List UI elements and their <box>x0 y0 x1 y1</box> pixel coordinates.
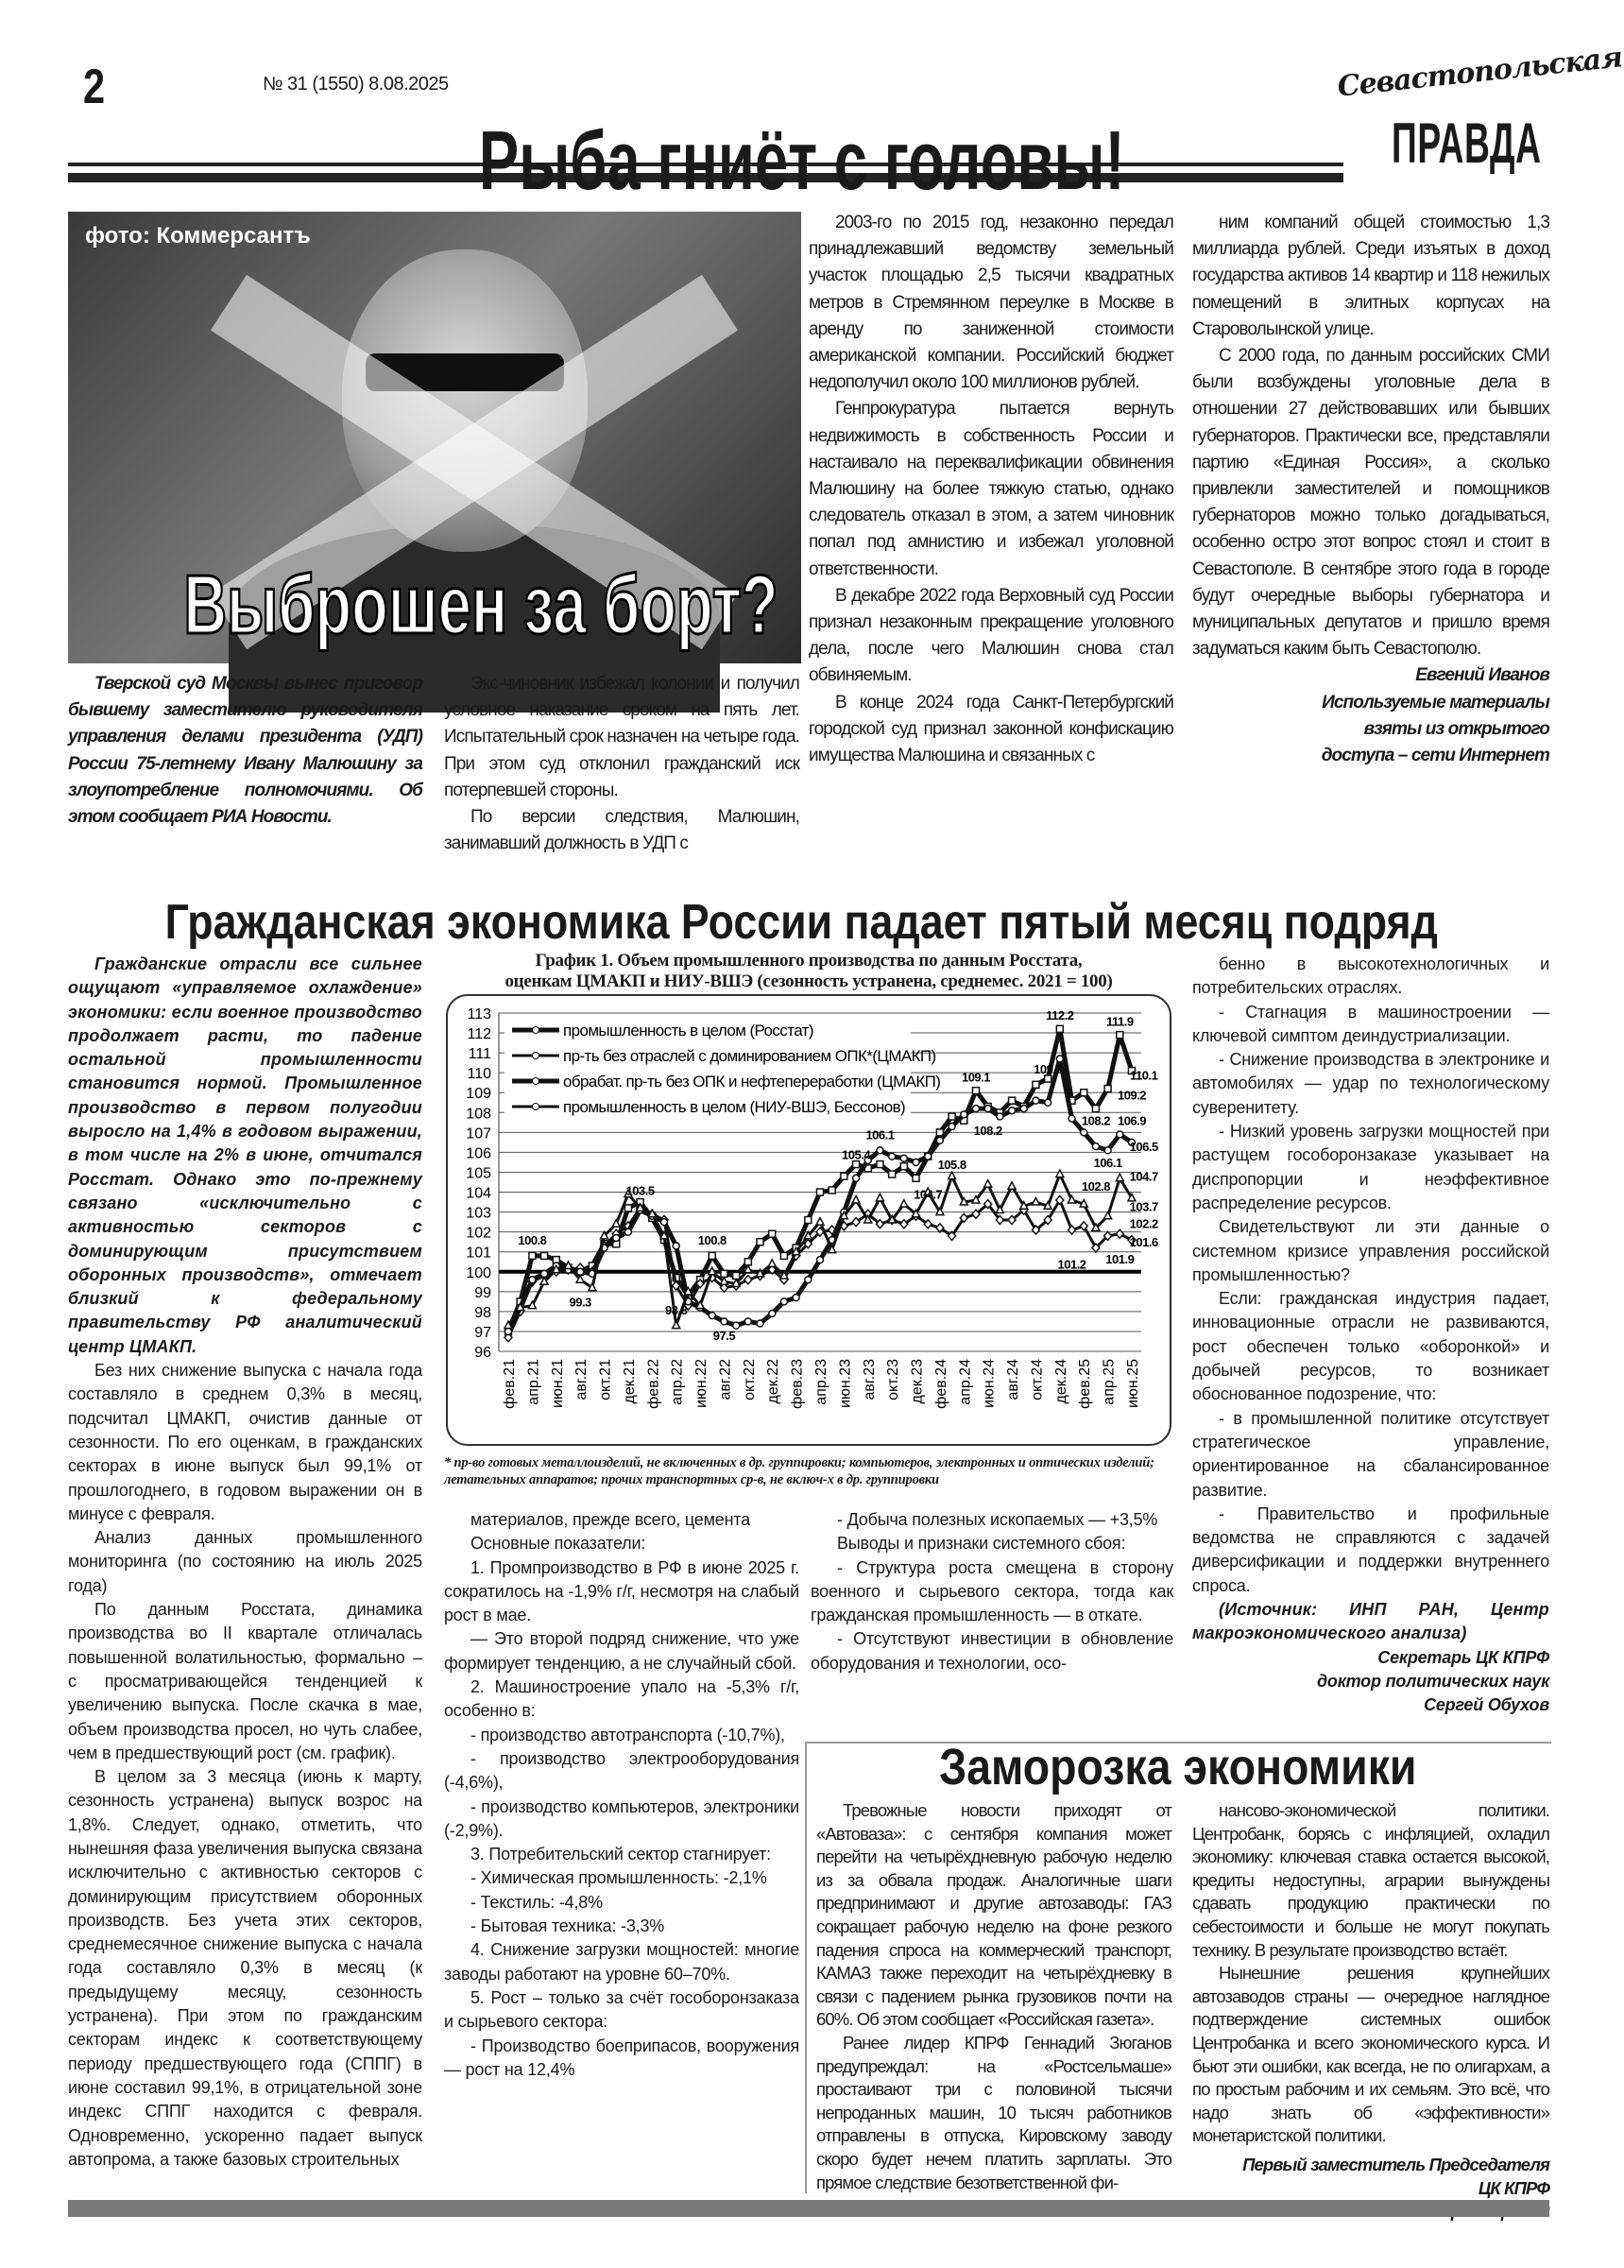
data-point-square <box>709 1252 715 1259</box>
data-point-circle <box>505 1328 512 1334</box>
data-point-circle <box>900 1155 907 1161</box>
data-point-square <box>1081 1090 1087 1096</box>
signature-line: Евгений Иванов <box>1415 665 1549 686</box>
y-tick-label: 106 <box>466 1145 491 1162</box>
signature-line: Секретарь ЦК КПРФ <box>1377 1647 1549 1667</box>
x-tick-label: фев.24 <box>932 1359 949 1409</box>
data-point-circle <box>757 1320 763 1327</box>
x-tick-label: июн.25 <box>1125 1359 1141 1409</box>
signature-line: Сергей Обухов <box>1424 1695 1549 1715</box>
article3-column-1 <box>816 1799 1171 2194</box>
data-point-square <box>780 1252 787 1259</box>
data-point-circle <box>1081 1129 1087 1136</box>
data-point-square <box>769 1230 776 1237</box>
data-point-circle <box>733 1322 740 1329</box>
data-point-square <box>1117 1032 1123 1039</box>
data-label: 97.5 <box>712 1329 736 1344</box>
chart-plot <box>444 992 1173 1448</box>
paragraph: - производство электрооборудования (-4,6%), <box>444 1748 799 1793</box>
y-tick-label: 101 <box>466 1245 491 1262</box>
x-tick-label: фев.21 <box>502 1359 518 1409</box>
article1-column-3 <box>809 210 1173 883</box>
data-point-circle <box>1056 1056 1063 1062</box>
data-point-square <box>541 1252 548 1259</box>
paragraph: - Бытовая техника: -3,3% <box>470 1916 665 1936</box>
paragraph: В конце 2024 года Санкт-Петербургский городской суд признал законной конфискацию имущества Малюшина и связанных с <box>809 692 1173 766</box>
data-point-square <box>805 1217 812 1224</box>
data-point-circle <box>1068 1115 1075 1122</box>
paragraph: - в промышленной политике отсутствует стратегическое управление, ориентированное на сбалансированное развитие. <box>1192 1408 1549 1500</box>
paragraph: В целом за 3 месяца (июнь к марту, сезонность устранена) выпуск возрос на 1,8%. Следует, однако, отметить, что нынешняя фаза увеличения выпуска связана исключительно с активностью секторов с доминирующим присутствием оборонных производств. Без учета этих секторов, среднемесячное снижение выпуска с начала года составляло 0,3% в месяц (к предыдущему месяцу, сезонность устранена). При этом по гражданским секторам индекс к соответствующему периоду предшествующего года (СППГ) в июне составил 99,1%, в отрицательной зоне индекс СППГ находится с февраля. Одновременно, ускоренно падает выпуск автопрома, а также базовых строительных <box>68 1767 422 2169</box>
article2-headline <box>0 895 1603 950</box>
data-point-square <box>624 1205 631 1211</box>
legend-label: пр-ть без отраслей с доминированием ОПК*(ЦМАКП) <box>563 1047 936 1065</box>
page-number: 2 <box>83 60 106 114</box>
article2-lead <box>68 953 422 1359</box>
industrial-production-chart <box>444 951 1173 1506</box>
data-point-circle <box>925 1153 932 1160</box>
headline-text: Заморозка экономики <box>939 1739 1417 1796</box>
paragraph: - производство компьютеров, электроники (-2,9%). <box>444 1796 799 1840</box>
data-label: 102.8 <box>1081 1179 1110 1194</box>
paragraph: - Правительство и профильные ведомства не справляются с задачей диверсификации и поддержки внутреннего спроса. <box>1192 1503 1549 1595</box>
legend-marker <box>533 1078 539 1085</box>
paragraph: 2. Машиностроение упало на -5,3% г/г, особенно в: <box>444 1677 799 1721</box>
x-tick-label: окт.23 <box>885 1359 902 1400</box>
data-label: 100.8 <box>518 1233 547 1248</box>
x-tick-label: дек.23 <box>909 1359 926 1404</box>
paragraph: нансово-экономической политики. Центробанк, борясь с инфляцией, охладил экономику: ключевая ставка остается высокой, кредиты недоступны, аграрии вынуждены сдавать продукцию практически по себестоимости и больше не могут покупать технику. В результате производство встаёт. <box>1192 1800 1549 1960</box>
paragraph: (Источник: ИНП РАН, Центр макроэкономического анализа) <box>1192 1600 1549 1643</box>
x-tick-label: дек.24 <box>1052 1359 1069 1404</box>
chart-footnote: * пр-во готовых металлоизделий, не включенных в др. группировки; компьютеров, электронных и оптических изделий; летательных аппаратов; прочих транспортных ср-в, не включ-х в др. группировки <box>444 1455 1154 1487</box>
article2-col4-body <box>1192 953 1549 1598</box>
data-point-square <box>853 1161 860 1168</box>
data-label: 105.8 <box>937 1158 966 1173</box>
data-label: 104.7 <box>914 1187 943 1202</box>
article1-signature <box>1192 662 1549 769</box>
x-tick-label: июн.21 <box>549 1359 566 1409</box>
data-point-square <box>973 1088 980 1094</box>
article1-column-4 <box>1192 210 1549 883</box>
y-tick-label: 98 <box>474 1304 491 1321</box>
data-point-square <box>1104 1086 1111 1092</box>
article3-col2-body <box>1192 1799 1549 2148</box>
paragraph: ним компаний общей стоимостью 1,3 миллиарда рублей. Среди изъятых в доход государства активов 14 квартир и 118 нежилых помещений в элитных корпусах на Староволынской улице. <box>1192 213 1549 339</box>
data-point-square <box>1033 1081 1039 1088</box>
data-label: 109.2 <box>1117 1088 1147 1103</box>
signature-line: Используемые материалы <box>1322 692 1549 713</box>
data-label: 98.8 <box>665 1302 688 1317</box>
article2-column-2 <box>444 1508 799 2192</box>
y-tick-label: 104 <box>466 1185 491 1202</box>
data-point-circle <box>1045 1099 1051 1106</box>
paragraph: — Это второй подряд снижение, что уже формирует тенденцию, а не случайный сбой. <box>444 1629 799 1673</box>
data-point-circle <box>613 1234 620 1241</box>
x-tick-label: апр.23 <box>813 1359 829 1405</box>
paragraph: С 2000 года, по данным российских СМИ были возбуждены уголовные дела в отношении 27 действовавших или бывших губернаторов. Практически все, представляли партию «Единая Россия», а сколько привлекли заместителей и помощников губернаторов можно только догадываться, особенно остро этот вопрос стоял и стоит в Севастополе. В сентябре этого года в городе будут очередные выборы губернатора и муниципальных депутатов и пришло время задуматься каким быть Севастополю. <box>1192 346 1549 660</box>
y-tick-label: 109 <box>466 1086 491 1103</box>
article1-column-2 <box>444 671 799 877</box>
data-point-circle <box>853 1175 860 1181</box>
data-point-circle <box>817 1257 824 1263</box>
chart-title <box>444 951 1173 992</box>
data-label: 109.7 <box>1034 1061 1063 1076</box>
data-label: 106.1 <box>1093 1155 1122 1170</box>
paragraph: материалов, прежде всего, цемента <box>470 1510 750 1529</box>
data-point-square <box>1092 1106 1099 1112</box>
data-label: 103.5 <box>625 1183 655 1198</box>
photo-caption-text: Выброшен за борт? <box>183 558 778 651</box>
y-tick-label: 112 <box>467 1026 491 1043</box>
legend-marker <box>533 1027 539 1034</box>
data-label: 106.5 <box>1129 1140 1158 1155</box>
x-tick-label: окт.21 <box>597 1359 614 1400</box>
article2-column-4 <box>1192 953 1549 1735</box>
x-tick-label: июн.23 <box>837 1359 854 1409</box>
article1-lead <box>68 671 422 877</box>
chart-title-line: оценкам ЦМАКП и НИУ-ВШЭ (сезонность устранена, среднемес. 2021 = 100) <box>504 971 1113 991</box>
paragraph: 5. Рост – только за счёт гособоронзаказа и сырьевого сектора: <box>444 1987 799 2032</box>
data-label: 103.7 <box>1129 1199 1158 1214</box>
data-point-circle <box>1033 1097 1039 1104</box>
data-label: 104.7 <box>1129 1169 1158 1184</box>
data-point-circle <box>889 1153 896 1160</box>
x-tick-label: дек.21 <box>621 1359 638 1404</box>
data-label: 105.4 <box>842 1147 871 1162</box>
paragraph: Тверской суд Москвы вынес приговор бывшему заместителю руководителя управления делами президента (УДП) России 75-летнему Ивану Малюшину за злоупотребление полномочиями. Об этом сообщает РИА Новости. <box>68 674 422 828</box>
paragraph: - Низкий уровень загрузки мощностей при растущем гособоронзаказе указывает на диспропорции и неэффективное распределение ресурсов. <box>1192 1122 1549 1212</box>
data-point-circle <box>1117 1131 1123 1138</box>
data-point-circle <box>769 1310 776 1316</box>
article2-signature <box>1192 1646 1549 1718</box>
x-tick-label: авг.23 <box>861 1359 878 1400</box>
paragraph: - Текстиль: -4,8% <box>470 1892 603 1912</box>
y-tick-label: 111 <box>468 1046 491 1063</box>
y-tick-label: 103 <box>466 1205 491 1222</box>
paragraph: Основные показатели: <box>470 1534 646 1554</box>
legend-label: обрабат. пр-ть без ОПК и нефтепереработки (ЦМАКП) <box>563 1073 941 1091</box>
data-point-square <box>913 1175 919 1181</box>
y-tick-label: 107 <box>466 1125 491 1143</box>
article2-column-3 <box>811 1508 1173 1735</box>
paragraph: - Производство боеприпасов, вооружения — рост на 12,4% <box>444 2036 799 2079</box>
paragraph: 2003-го по 2015 год, незаконно передал принадлежавший ведомству земельный участок площадью 2,5 тысячи квадратных метров в Стремянном переулке в Москве в аренду по заниженной стоимости американской компании. Российский бюджет недополучил около 100 миллионов рублей. <box>809 213 1173 393</box>
legend-marker <box>533 1104 539 1110</box>
paragraph: Если: гражданская индустрия падает, инновационные отрасли не развиваются, рост обеспечен только «оборонкой» и добычей ресурсов, то возникает обоснованное подозрение, что: <box>1192 1289 1549 1404</box>
data-point-circle <box>624 1228 631 1235</box>
data-point-square <box>949 1113 955 1120</box>
paragraph: Тревожные новости приходят от «Автоваза»: с сентября компания может перейти на четырёхдневную рабочую неделю из за обвала продаж. Аналогичные шаги предпринимают и другие автозаводы: ГАЗ сокращает рабочую неделю на фоне резкого падения спроса на коммерческий транспорт, КАМАЗ также переходит на четырёхдневку в связи с падением рынка грузовиков почти на 60%. Об этом сообщает «Российская газета». <box>816 1800 1171 2030</box>
legend-marker <box>533 1053 539 1059</box>
y-tick-label: 97 <box>474 1324 491 1341</box>
article1-col4-body <box>1192 210 1549 662</box>
data-point-square <box>1045 1075 1051 1082</box>
data-point-circle <box>936 1137 943 1143</box>
data-point-circle <box>529 1277 536 1283</box>
x-tick-label: апр.21 <box>525 1359 542 1405</box>
paragraph: - производство автотранспорта (-10,7%), <box>470 1725 785 1744</box>
data-point-circle <box>709 1313 715 1319</box>
photo-credit: фото: Коммерсантъ <box>85 223 311 249</box>
paragraph: - Отсутствуют инвестиции в обновление оборудования и технологии, осо- <box>811 1629 1173 1673</box>
issue-info: № 31 (1550) 8.08.2025 <box>263 74 449 94</box>
x-tick-label: июн.24 <box>981 1359 998 1409</box>
y-tick-label: 110 <box>467 1066 491 1083</box>
logo-pravda: ПРАВДА <box>1392 112 1542 175</box>
data-point-square <box>1056 1025 1063 1032</box>
article1-headline <box>0 113 1603 207</box>
data-point-square <box>529 1252 536 1259</box>
paragraph: - Стагнация в машиностроении — ключевой симптом деиндустриализации. <box>1192 1002 1549 1045</box>
data-point-circle <box>780 1298 787 1305</box>
data-point-circle <box>961 1111 967 1118</box>
paragraph: Без них снижение выпуска с начала года составляло в среднем 0,3% в месяц, подсчитал ЦМАКП, очистив данные от сезонности. По его оценкам, в гражданских секторах в июне выпуск был 99,1% от прошлогоднего, в годовом выражении он в минусе с февраля. <box>68 1361 422 1523</box>
paragraph: Генпрокуратура пытается вернуть недвижимость в собственность России и настаивало на переквалификации обвинения Малюшину на более тяжкую статью, однако следователь отказал в этом, а затем чиновник попал под амнистию и избежал уголовной ответственности. <box>809 399 1173 579</box>
paragraph: 1. Промпроизводство в РФ в июне 2025 г. сократилось на -1,9% г/г, несмотря на слабый рост в мае. <box>444 1557 799 1625</box>
paragraph: - Добыча полезных ископаемых — +3,5% <box>837 1510 1158 1529</box>
paragraph: Гражданские отрасли все сильнее ощущают «управляемое охлаждение» экономики: если военное производство продолжает расти, то падение остальной промышленности становится нормой. Промышленное производство в первом полугодии выросло на 1,4% в годовом выражении, в том числе на 2% в июне, отчитался Росстат. Однако это по-прежнему связано «исключительно с активностью секторов с доминирующим присутствием оборонных производств», отмечает близкий к федеральному правительству РФ аналитический центр ЦМАКП. <box>68 954 422 1356</box>
photo-caption <box>68 558 801 651</box>
data-label: 100.8 <box>697 1233 727 1248</box>
paragraph: Нынешние решения крупнейших автозаводов страны — очередное наглядное подтверждение системных ошибок Центробанка и всего экономического курса. И бьют эти ошибки, как всегда, не по олигархам, а по простым рабочим и их семьям. Это всё, что надо знать об «эффективности» монетаристской политики. <box>1192 1963 1549 2146</box>
article2-col1-body <box>68 1359 422 2172</box>
data-point-circle <box>984 1106 991 1112</box>
data-point-square <box>817 1189 824 1195</box>
data-label: 110.1 <box>1130 1068 1158 1083</box>
paragraph: В декабре 2022 года Верховный суд России признал незаконным прекращение уголовного дела, после чего Малюшин снова стал обвиняемым. <box>809 585 1173 686</box>
data-label: 111.9 <box>1106 1014 1134 1029</box>
data-point-circle <box>1009 1108 1016 1114</box>
data-point-circle <box>1092 1143 1099 1150</box>
signature-line: ЦК КПРФ <box>1478 2177 1549 2198</box>
paragraph: бенно в высокотехнологичных и потребительских отраслях. <box>1192 954 1549 998</box>
legend-label: промышленность в целом (НИУ-ВШЭ, Бессонов) <box>563 1098 906 1116</box>
article2-column-1 <box>68 953 422 2192</box>
x-tick-label: авг.21 <box>573 1359 590 1400</box>
data-point-circle <box>661 1219 668 1226</box>
signature-line: взяты из открытого <box>1363 718 1549 739</box>
x-tick-label: окт.22 <box>741 1359 758 1400</box>
data-label: 102.2 <box>1129 1216 1158 1231</box>
article3-headline <box>805 1739 1551 1796</box>
data-label: 101.2 <box>1057 1257 1086 1272</box>
data-point-circle <box>721 1318 727 1325</box>
data-point-circle <box>877 1147 883 1154</box>
data-point-circle <box>973 1106 980 1112</box>
data-point-circle <box>805 1277 812 1283</box>
paragraph: Ранее лидер КПРФ Геннадий Зюганов предупреждал: на «Ростсельмаше» простаивают три с половиной тысячи непроданных машин, 10 тысяч работников отправлены в отпуска, Кировскому заводу скоро будет нечем платить зарплаты. Это прямое следствие безответственной фи- <box>816 2032 1171 2192</box>
data-point-circle <box>673 1243 679 1249</box>
data-point-square <box>889 1171 896 1177</box>
data-point-circle <box>1020 1106 1027 1112</box>
data-point-circle <box>744 1318 751 1325</box>
y-tick-label: 105 <box>466 1165 491 1182</box>
x-tick-label: фев.22 <box>645 1359 662 1409</box>
x-tick-label: окт.24 <box>1029 1359 1046 1400</box>
paragraph: - Снижение производства в электронике и автомобилях — удар по технологическому суверенитету. <box>1192 1050 1549 1117</box>
data-label: 106.1 <box>865 1127 895 1143</box>
data-label: 108.2 <box>973 1124 1002 1139</box>
data-label: 109.1 <box>961 1070 991 1085</box>
data-point-square <box>877 1161 883 1168</box>
data-point-circle <box>997 1113 1003 1120</box>
x-tick-label: авг.24 <box>1005 1359 1022 1400</box>
chart-title-line: График 1. Объем промышленного производства по данным Росстата, <box>535 951 1083 971</box>
data-point-circle <box>913 1159 919 1165</box>
article2-source <box>1192 1598 1549 1646</box>
y-tick-label: 96 <box>474 1345 491 1361</box>
paragraph: Экс-чиновник избежал колонии и получил условное наказание сроком на пять лет. Испытательный срок назначен на четыре года. При этом суд отклонил гражданский иск потерпевшей стороны. <box>444 674 799 800</box>
signature-line: доступа – сети Интернет <box>1321 746 1549 766</box>
y-tick-label: 100 <box>466 1264 491 1281</box>
data-label: 112.2 <box>1046 1008 1074 1023</box>
legend-label: промышленность в целом (Росстат) <box>563 1022 813 1040</box>
paragraph: По данным Росстата, динамика производства во II квартале отличалась повышенной волатильностью, формально – с просматривающейся тенденцией к увеличению выпуска. После скачка в мае, объем производства просел, но чуть слабее, чем в предшествующий рост (см. график). <box>68 1600 422 1762</box>
data-label: 101.6 <box>1129 1235 1158 1250</box>
paragraph: - Структура роста смещена в сторону военного и сырьевого сектора, тогда как гражданская промышленность — в откате. <box>811 1557 1173 1625</box>
y-tick-label: 113 <box>467 1006 491 1022</box>
data-label: 101.9 <box>1105 1252 1135 1267</box>
x-tick-label: июн.22 <box>693 1359 710 1409</box>
x-tick-label: фев.23 <box>789 1359 806 1409</box>
x-tick-label: апр.22 <box>669 1359 686 1405</box>
paragraph: Анализ данных промышленного мониторинга (по состоянию на июль 2025 года) <box>68 1528 422 1595</box>
data-point-circle <box>949 1124 955 1130</box>
data-point-circle <box>793 1295 799 1301</box>
x-tick-label: фев.25 <box>1077 1359 1094 1409</box>
paragraph: По версии следствия, Малюшин, занимавший должность в УДП с <box>444 807 799 854</box>
data-label: 106.9 <box>1117 1113 1147 1128</box>
data-point-square <box>900 1163 907 1170</box>
x-tick-label: апр.24 <box>957 1359 974 1405</box>
data-label: 108.2 <box>1081 1113 1110 1128</box>
signature-line: Первый заместитель Председателя <box>1242 2154 1549 2174</box>
data-label: 99.3 <box>569 1295 591 1310</box>
data-point-square <box>841 1173 847 1179</box>
paragraph: 3. Потребительский сектор стагнирует: <box>470 1845 771 1864</box>
paragraph: 4. Снижение загрузки мощностей: многие заводы работают на уровне 60–70%. <box>444 1940 799 1984</box>
headline-text: Рыба гниёт с головы! <box>478 113 1125 207</box>
x-tick-label: апр.25 <box>1101 1359 1118 1405</box>
x-tick-label: дек.22 <box>765 1359 782 1404</box>
logo-script: Севастопольская <box>1335 41 1624 104</box>
footer-bar <box>68 2200 1549 2217</box>
y-tick-label: 102 <box>466 1225 491 1242</box>
article3-column-2 <box>1192 1799 1549 2198</box>
paragraph: Выводы и признаки системного сбоя: <box>837 1534 1126 1554</box>
data-point-circle <box>1104 1147 1111 1154</box>
data-point-square <box>1009 1097 1016 1104</box>
headline-text: Гражданская экономика России падает пятый месяц подряд <box>164 895 1439 950</box>
article-photo <box>68 212 801 663</box>
data-point-square <box>829 1187 835 1194</box>
data-point-square <box>757 1239 763 1246</box>
paragraph: - Химическая промышленность: -2,1% <box>470 1868 767 1888</box>
y-tick-label: 99 <box>474 1284 491 1301</box>
signature-line: доктор политических наук <box>1316 1671 1549 1691</box>
y-tick-label: 108 <box>466 1106 491 1123</box>
x-tick-label: авг.22 <box>717 1359 734 1400</box>
paragraph: Свидетельствуют ли эти данные о системном кризисе управления российской промышленностью? <box>1192 1217 1549 1284</box>
